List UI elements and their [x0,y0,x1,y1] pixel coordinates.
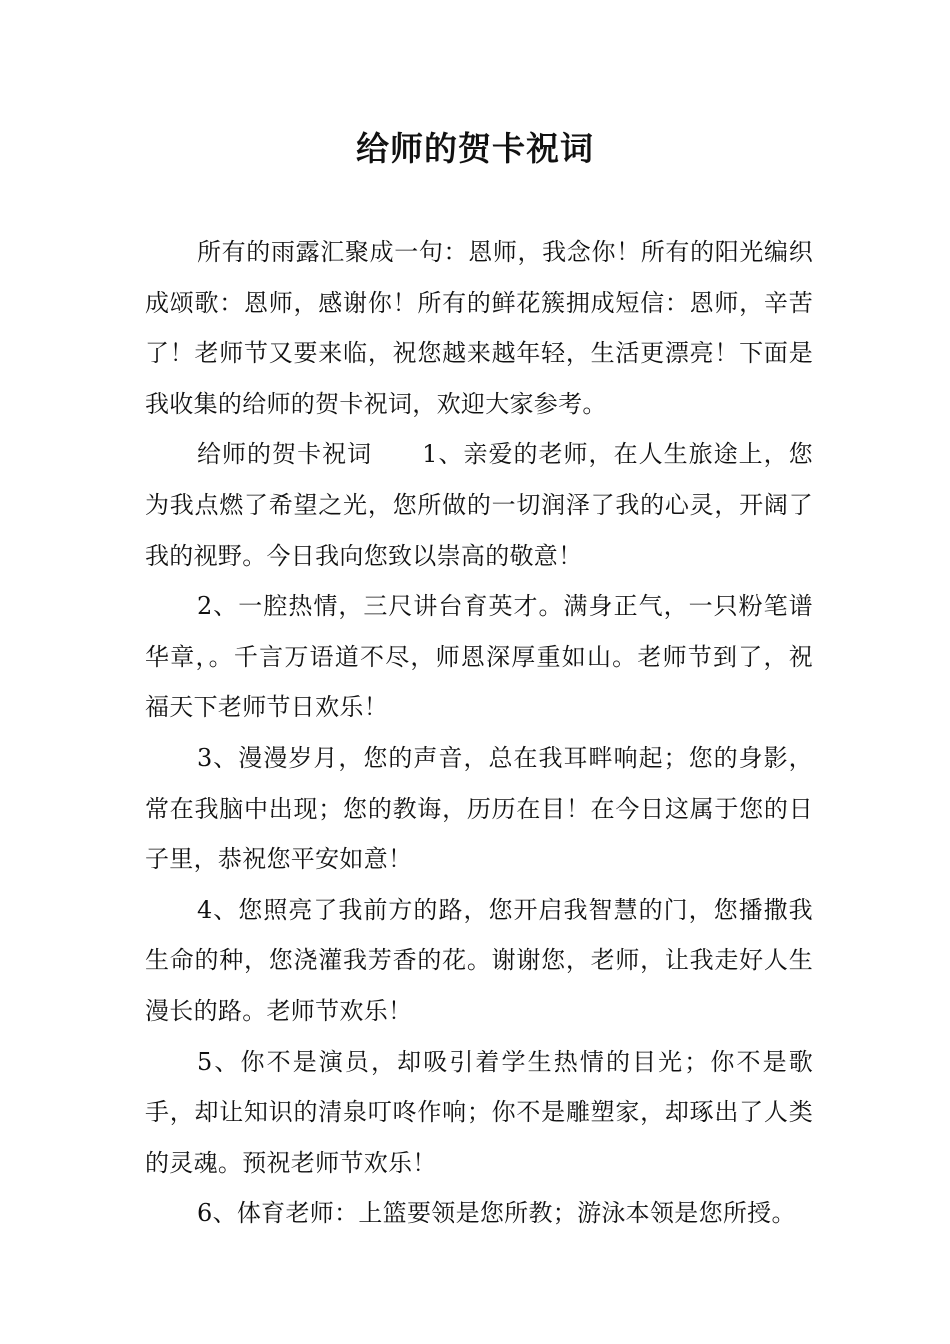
document-title: 给师的贺卡祝词 [356,129,594,168]
paragraph-item-1: 给师的贺卡祝词 1、亲爱的老师，在人生旅途上，您为我点燃了希望之光，您所做的一切润泽了我的心灵，开阔了我的视野。今日我向您致以崇高的敬意！ [145,440,813,570]
paragraph-item-4: 4、您照亮了我前方的路，您开启我智慧的门，您播撒我生命的种，您浇灌我芳香的花。谢谢您，老师，让我走好人生漫长的路。老师节欢乐！ [145,895,813,1025]
paragraph-item-2: 2、一腔热情，三尺讲台育英才。满身正气，一只粉笔谱华章，。千言万语道不尽，师恩深厚重如山。老师节到了，祝福天下老师节日欢乐！ [145,592,813,722]
paragraph-item-3: 3、漫漫岁月，您的声音，总在我耳畔响起；您的身影，常在我脑中出现；您的教诲，历历在目！在今日这属于您的日子里，恭祝您平安如意！ [145,743,813,874]
paragraph-intro: 所有的雨露汇聚成一句：恩师，我念你！所有的阳光编织成颂歌：恩师，感谢你！所有的鲜花簇拥成短信：恩师，辛苦了！老师节又要来临，祝您越来越年轻，生活更漂亮！下面是我收集的给师的贺卡祝词，欢迎大家参考。 [145,238,813,418]
document-body [145,227,813,1239]
paragraph-item-6: 6、体育老师：上篮要领是您所教；游泳本领是您所授。 [197,1199,796,1228]
paragraph-item-5: 5、你不是演员，却吸引着学生热情的目光；你不是歌手，却让知识的清泉叮咚作响；你不是雕塑家，却琢出了人类的灵魂。预祝老师节欢乐！ [145,1047,813,1177]
